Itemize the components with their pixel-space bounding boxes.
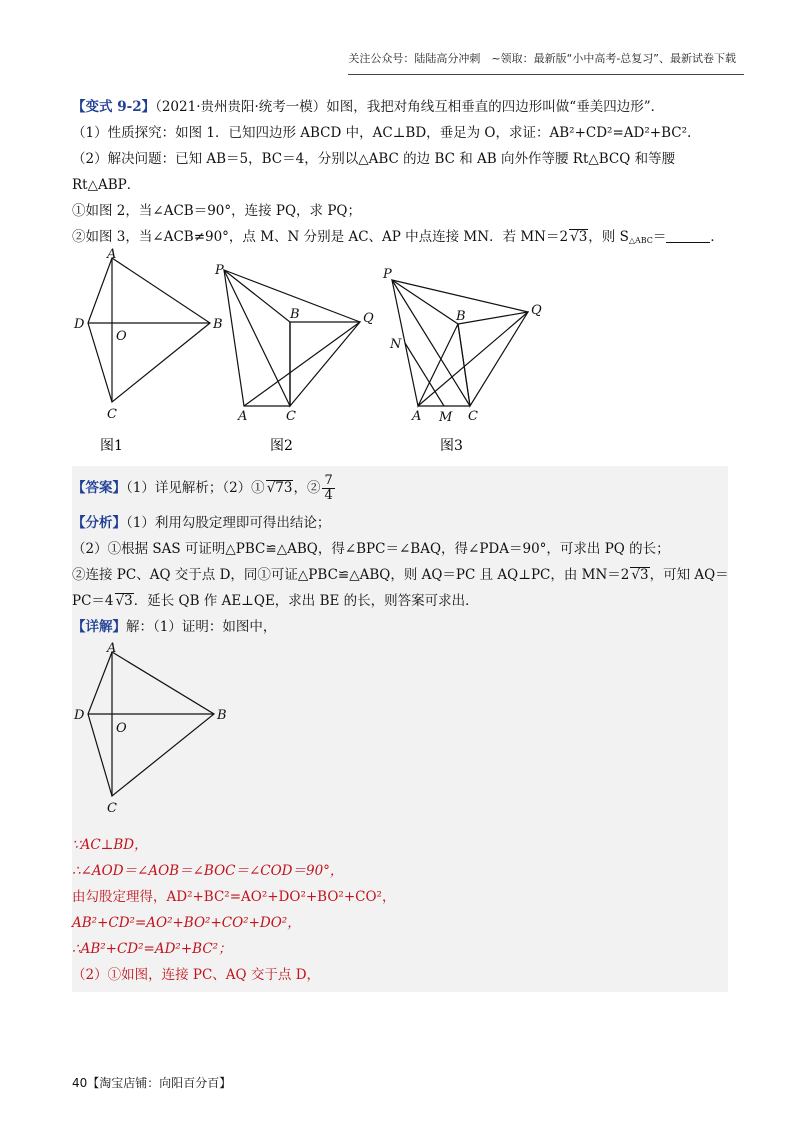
fig2-label-p: P — [215, 263, 224, 278]
sub2-pre: ②如图 3，当∠ACB≠90°，点 M、N 分别是 AC、AP 中点连接 MN．若 MN＝2 — [72, 229, 569, 245]
analysis-line4 — [72, 588, 728, 614]
sub2-mid: ，则 S — [588, 229, 629, 245]
proof-text4: AB²+CD²=AO²+BO²+CO²+DO²， — [72, 915, 301, 931]
sub2-end: ． — [710, 229, 724, 245]
fig3-segment-aq — [418, 312, 528, 406]
problem-intro-line — [72, 94, 736, 120]
analysis-text2: （2）①根据 SAS 可证明△PBC≌△ABQ，得∠BPC＝∠BAQ，得∠PDA＝90°，可求出 PQ 的长； — [72, 541, 670, 557]
answer-frac-num: 7 — [324, 473, 333, 488]
fig1-label-d: D — [74, 317, 85, 332]
answer-line — [72, 466, 728, 510]
answer-text1: （1）详见解析；（2）① — [126, 480, 265, 496]
proof-text1: ∵AC⊥BD， — [72, 837, 148, 853]
analysis-text3-pre: ②连接 PC、AQ 交于点 D，同①可证△PBC≌△ABQ，则 AQ＝PC 且 AQ⊥PC，由 MN＝2 — [72, 567, 630, 583]
detail-fig-label-o: O — [116, 721, 127, 736]
detail-fig-label-c: C — [107, 801, 117, 816]
sub-question-1 — [72, 198, 736, 224]
problem-tag: 【变式 9-2】 — [72, 99, 156, 115]
answer-tag: 【答案】 — [72, 480, 126, 496]
figure-3 — [392, 280, 528, 406]
detail-intro: 解：（1）证明：如图中， — [126, 619, 277, 635]
answer-section — [72, 466, 728, 992]
detail-fig-label-d: D — [74, 708, 85, 723]
shop-name: 【淘宝店铺：向阳百分百】 — [87, 1076, 232, 1090]
page-number: 40 — [72, 1076, 88, 1090]
problem-intro: 如图，我把对角线互相垂直的四边形叫做“垂美四边形”． — [326, 99, 665, 115]
detail-tag: 【详解】 — [72, 619, 126, 635]
fig3-label-b: B — [456, 309, 466, 324]
fig3-triangle-abp — [392, 280, 458, 406]
part2-text1: （2）解决问题：已知 AB＝5，BC＝4，分别以△ABC 的边 BC 和 AB 向外作等腰 Rt△BCQ 和等腰 — [72, 151, 676, 167]
fig1-label-o: O — [116, 329, 127, 344]
fig3-caption: 图3 — [440, 438, 463, 454]
fig2-triangle-bcq — [290, 322, 360, 406]
sub2-subscript: △ABC — [628, 236, 653, 245]
header-rule — [348, 74, 744, 75]
proof-text5: ∴AB²+CD²=AD²+BC²； — [72, 941, 232, 957]
detail-fig-label-b: B — [217, 708, 227, 723]
problem-block — [72, 94, 736, 250]
analysis-radicand2: 3 — [124, 593, 133, 609]
proof-line4 — [72, 910, 728, 936]
fig2-caption: 图2 — [270, 438, 293, 454]
fig1-label-b: B — [213, 317, 223, 332]
fig2-label-c: C — [286, 409, 296, 424]
answer-fraction — [322, 474, 334, 503]
analysis-sqrt2: √3 — [115, 593, 133, 609]
fig1-label-a: A — [107, 247, 117, 262]
proof-line3 — [72, 884, 728, 910]
answer-text2: ，② — [293, 480, 321, 496]
part2-line2 — [72, 172, 736, 198]
analysis-text3-post: ，可知 AQ＝ — [649, 567, 729, 583]
fig3-label-n: N — [390, 337, 402, 352]
proof-line2 — [72, 858, 728, 884]
problem-figures — [72, 246, 632, 466]
sub2-sqrt: √3 — [570, 229, 588, 245]
part2-line1 — [72, 146, 736, 172]
fig3-label-a: A — [412, 409, 422, 424]
figure-1 — [88, 258, 210, 402]
header-text: 关注公众号：陆陆高分冲刺 ~领取：最新版“小中高考-总复习”、最新试卷下载 — [348, 52, 736, 65]
part1-formula: AB²+CD²=AD²+BC². — [549, 125, 692, 141]
fig3-segment-pq — [392, 280, 528, 312]
fig2-segment-aq — [244, 322, 360, 406]
proof-text3: 由勾股定理得，AD²+BC²=AO²+DO²+BO²+CO²， — [72, 889, 396, 905]
analysis-line3 — [72, 562, 728, 588]
page-footer — [72, 1074, 231, 1091]
problem-source: （2021·贵州贵阳·统考一模） — [155, 99, 327, 115]
answer-blank — [666, 228, 710, 243]
analysis-line2 — [72, 536, 728, 562]
fig3-label-q: Q — [531, 303, 542, 318]
fig3-segment-mn — [405, 343, 444, 406]
detail-line1 — [72, 614, 728, 640]
part1-lead: （1）性质探究：如图 1．已知四边形 ABCD 中，AC⊥BD，垂足为 O，求证： — [72, 125, 550, 141]
part2-text2: Rt△ABP． — [72, 177, 141, 193]
part1-line — [72, 120, 736, 146]
analysis-radicand1: 3 — [639, 567, 649, 583]
sub2-post: ＝ — [652, 229, 667, 245]
fig3-label-m: M — [439, 410, 453, 425]
detail-fig-label-a: A — [107, 641, 117, 656]
proof-text6: （2）①如图，连接 PC、AQ 交于点 D， — [72, 967, 321, 983]
proof-line6 — [72, 962, 728, 988]
sub2-radicand: 3 — [578, 229, 588, 245]
fig3-label-c: C — [468, 409, 478, 424]
figure-2 — [224, 270, 360, 406]
fig1-quadrilateral — [88, 258, 210, 402]
detail-fig-quadrilateral — [88, 652, 214, 796]
page-header — [348, 50, 736, 66]
fig2-label-b: B — [290, 307, 300, 322]
fig3-segment-bc — [458, 324, 470, 406]
analysis-line1 — [72, 510, 728, 536]
analysis-text4-pre: PC＝4 — [72, 593, 114, 609]
proof-line5 — [72, 936, 728, 962]
fig1-caption: 图1 — [100, 438, 123, 454]
fig3-label-p: P — [383, 267, 392, 282]
proof-text2: ∴∠AOD＝∠AOB＝∠BOC＝∠COD＝90°， — [72, 863, 344, 879]
analysis-sqrt1: √3 — [631, 567, 649, 583]
fig3-segment-pc — [392, 280, 470, 406]
answer-sqrt: √73 — [266, 480, 293, 496]
sub1-text: ①如图 2，当∠ACB＝90°，连接 PQ，求 PQ； — [72, 203, 362, 219]
fig2-label-q: Q — [363, 311, 374, 326]
analysis-tag: 【分析】 — [72, 515, 126, 531]
fig2-label-a: A — [238, 409, 248, 424]
analysis-text1: （1）利用勾股定理即可得出结论； — [126, 515, 331, 531]
answer-radicand: 73 — [275, 480, 293, 496]
detail-figure — [72, 640, 252, 832]
analysis-text4-post: ．延长 QB 作 AE⊥QE，求出 BE 的长，则答案可求出． — [133, 593, 479, 609]
answer-frac-den: 4 — [324, 488, 333, 503]
fig1-label-c: C — [107, 407, 117, 422]
proof-line1 — [72, 832, 728, 858]
